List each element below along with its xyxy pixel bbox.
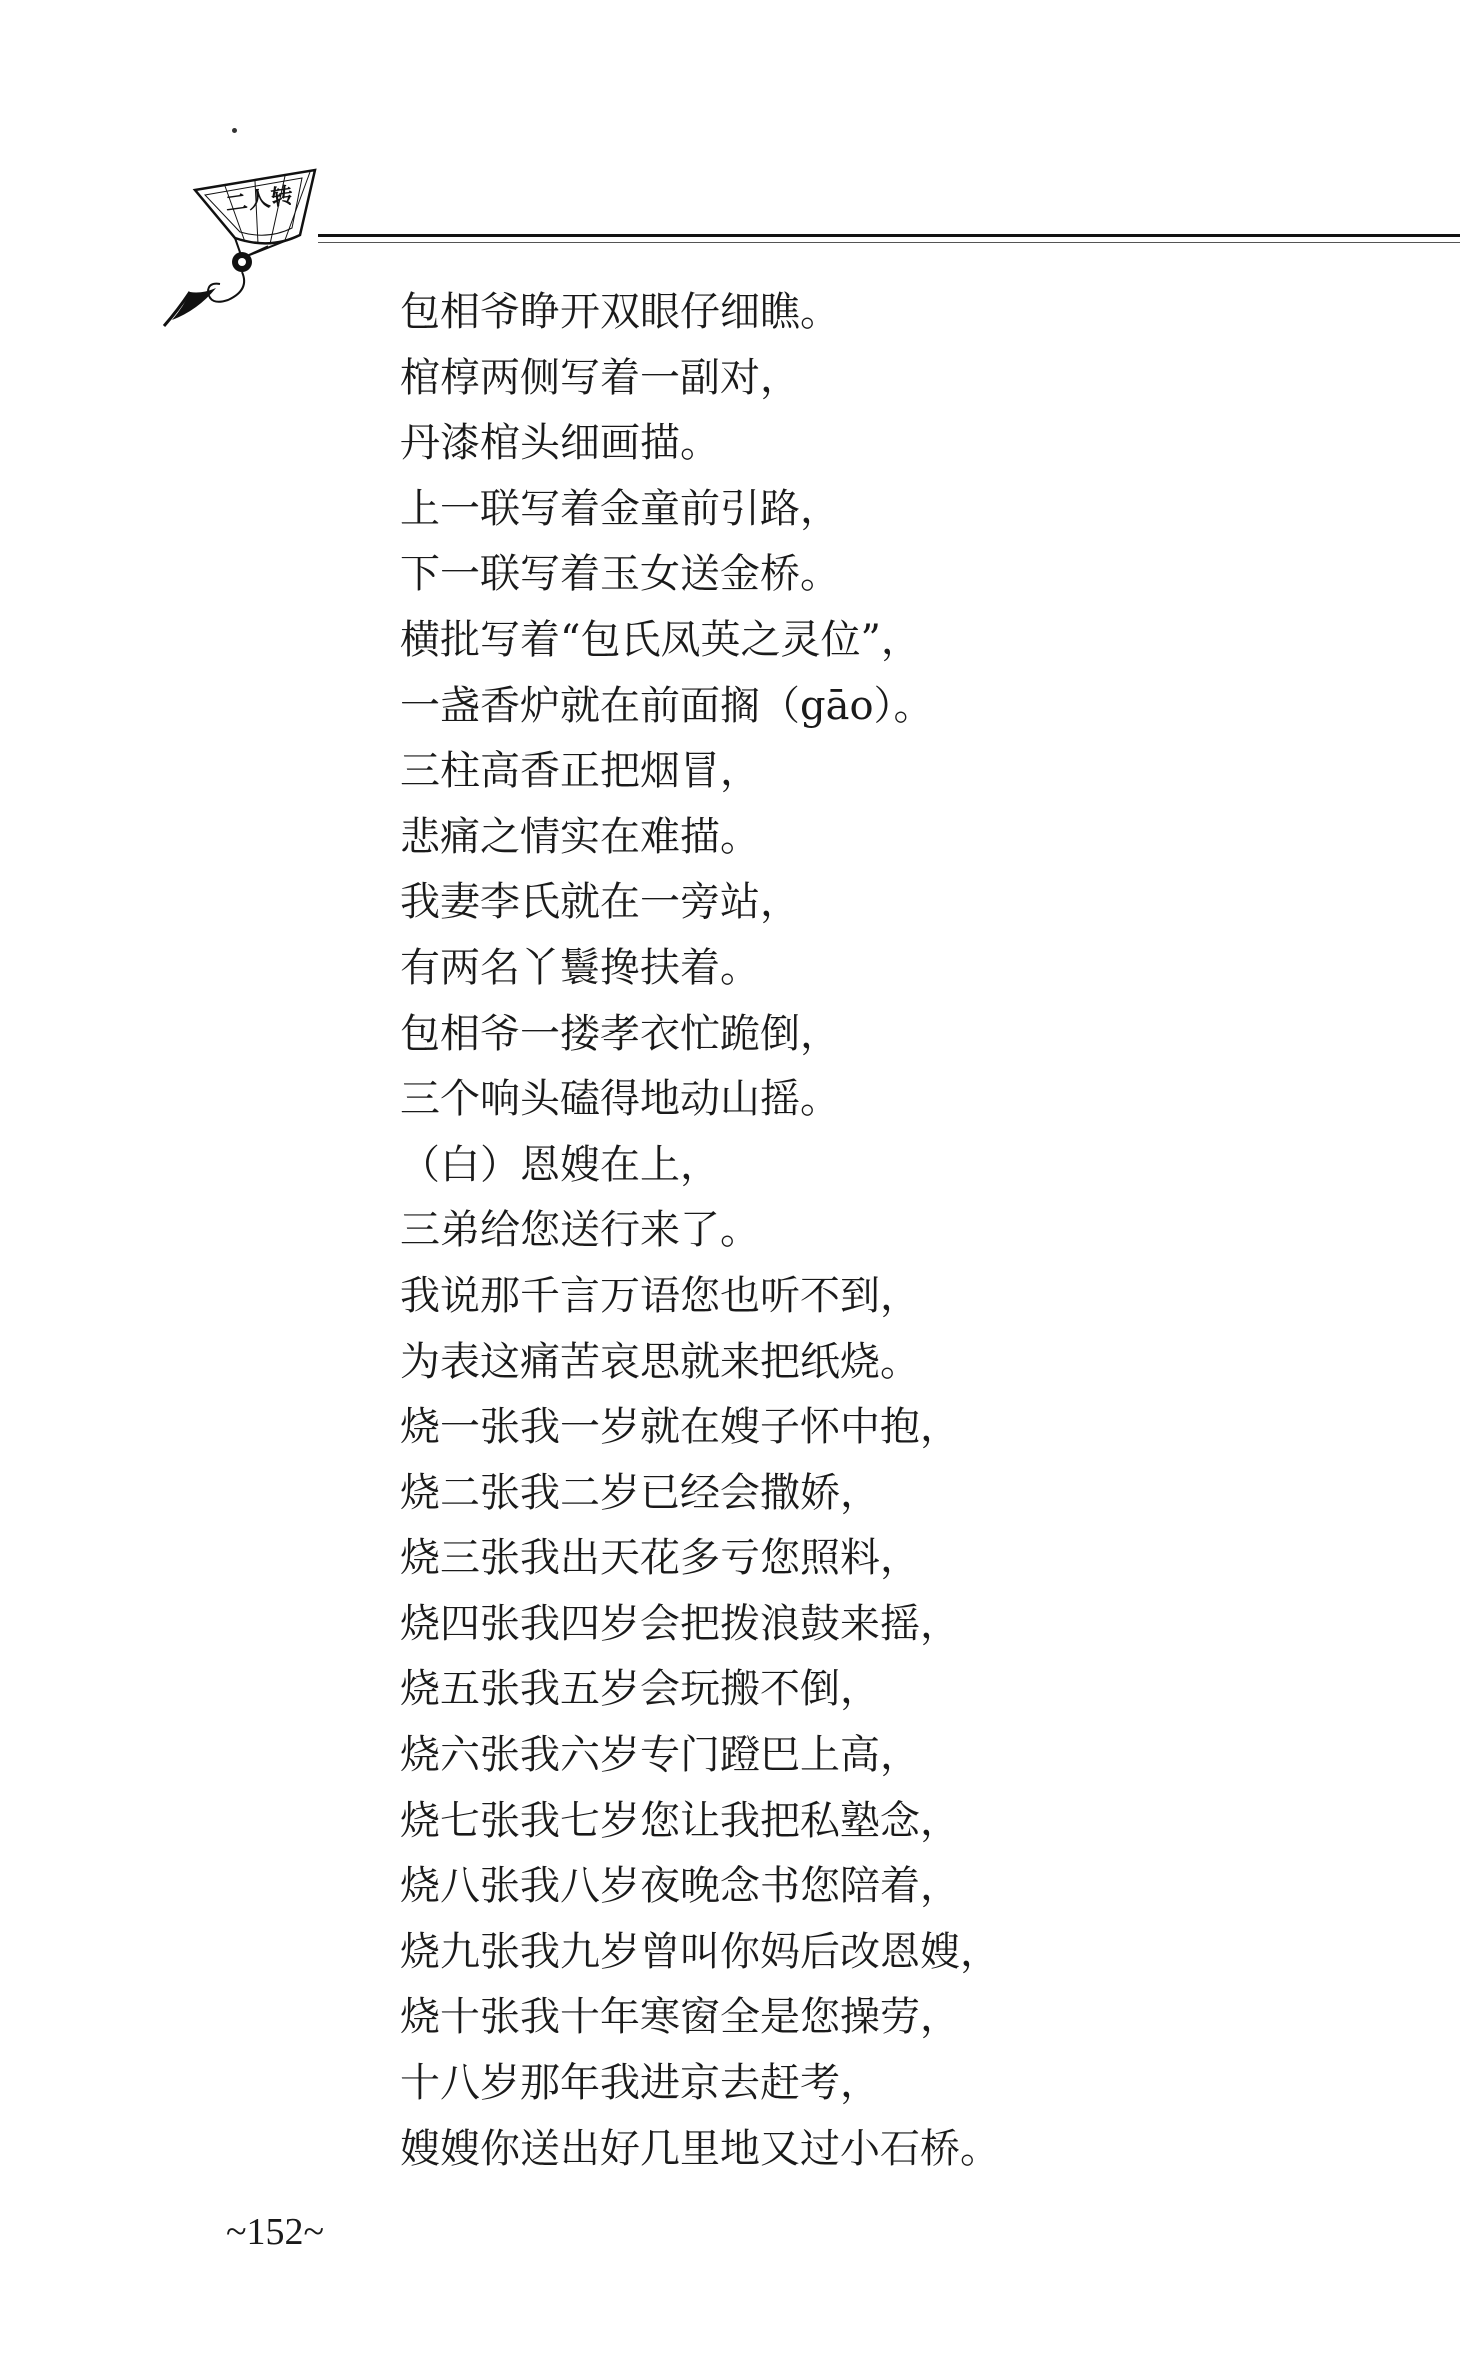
verse-line: 烧五张我五岁会玩搬不倒， xyxy=(400,1666,880,1713)
verse-line: 上一联写着金童前引路， xyxy=(400,485,840,532)
verse-line: 我妻李氏就在一旁站， xyxy=(400,879,800,926)
verse-line: 三柱高香正把烟冒， xyxy=(400,748,760,795)
section-title: 二人转 xyxy=(223,182,296,218)
verse-text xyxy=(400,280,1400,2182)
verse-line: 嫂嫂你送出好几里地又过小石桥。 xyxy=(400,2125,1000,2172)
verse-line: 烧四张我四岁会把拨浪鼓来摇， xyxy=(400,1600,960,1647)
verse-line: 横批写着“包氏凤英之灵位”， xyxy=(400,616,921,663)
verse-line: 烧七张我七岁您让我把私塾念， xyxy=(400,1797,960,1844)
verse-line: 包相爷一搂孝衣忙跪倒， xyxy=(400,1010,840,1057)
verse-line: 烧三张我出天花多亏您照料， xyxy=(400,1535,920,1582)
verse-line: 烧一张我一岁就在嫂子怀中抱， xyxy=(400,1404,960,1451)
header-rule xyxy=(318,234,1460,237)
verse-line: 为表这痛苦哀思就来把纸烧。 xyxy=(400,1338,920,1385)
verse-line: 我说那千言万语您也听不到， xyxy=(400,1272,920,1319)
verse-line: 烧十张我十年寒窗全是您操劳， xyxy=(400,1994,960,2041)
page-number: ~152~ xyxy=(226,2211,325,2253)
verse-line: 一盏香炉就在前面搁（gāo）。 xyxy=(400,682,934,729)
verse-line: 烧六张我六岁专门蹬巴上高， xyxy=(400,1732,920,1779)
verse-line: 十八岁那年我进京去赶考， xyxy=(400,2060,880,2107)
verse-line: 下一联写着玉女送金桥。 xyxy=(400,551,840,598)
verse-line: 悲痛之情实在难描。 xyxy=(400,813,760,860)
verse-line: （白）恩嫂在上， xyxy=(400,1141,720,1188)
header-rule-thin xyxy=(318,242,1460,243)
verse-line: 棺椁两侧写着一副对， xyxy=(400,354,800,401)
verse-line: 烧二张我二岁已经会撒娇， xyxy=(400,1469,880,1516)
verse-line: 三弟给您送行来了。 xyxy=(400,1207,760,1254)
verse-line: 烧八张我八岁夜晚念书您陪着， xyxy=(400,1863,960,1910)
verse-line: 丹漆棺头细画描。 xyxy=(400,420,720,467)
verse-line: 包相爷睁开双眼仔细瞧。 xyxy=(400,289,840,335)
scan-speck xyxy=(232,128,237,133)
verse-line: 烧九张我九岁曾叫你妈后改恩嫂， xyxy=(400,1928,1000,1975)
verse-line: 有两名丫鬟搀扶着。 xyxy=(400,944,760,991)
verse-line: 三个响头磕得地动山摇。 xyxy=(400,1076,840,1123)
